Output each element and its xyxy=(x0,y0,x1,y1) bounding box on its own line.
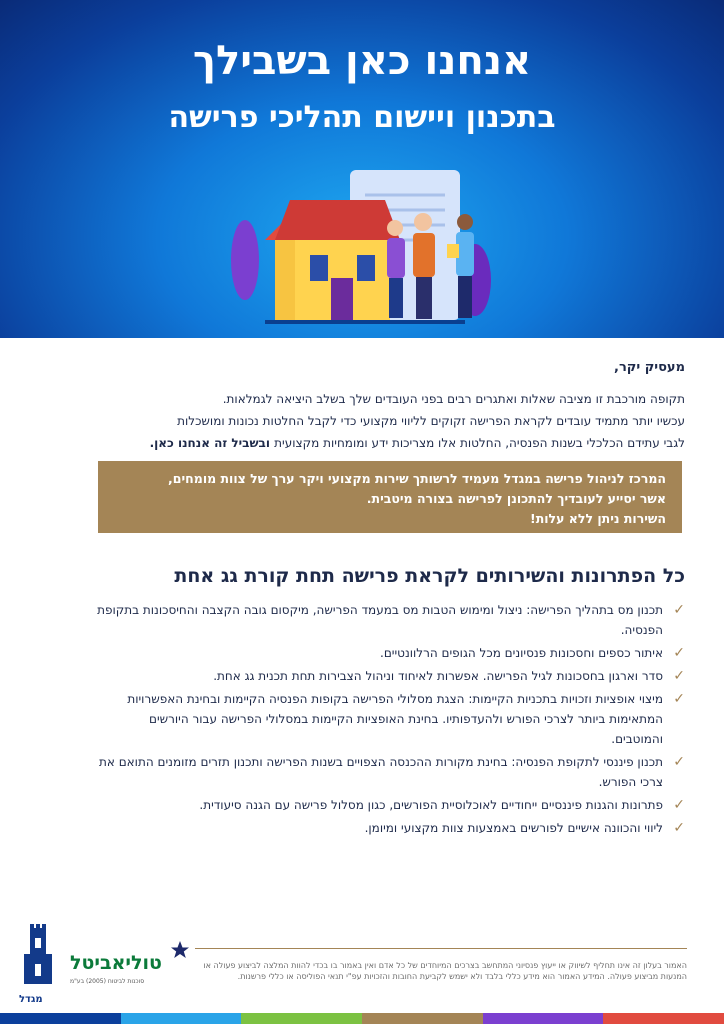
list-item xyxy=(95,600,685,640)
list-item xyxy=(95,752,685,792)
tuli-avital-name: טוליאביטל xyxy=(70,952,162,974)
list-item-text: תכנון מס בתהליך הפרישה: ניצול ומימוש הטבות מס במעמד הפרישה, מיקסום גובה הקצבה והחיסכונות בתקופת הפנסיה. xyxy=(97,603,663,637)
callout-line-2: אשר יסייע לעובדיך להתכונן לפרישה בצורה מיטבית. xyxy=(366,491,666,506)
checkmark-icon: ✓ xyxy=(673,645,685,661)
services-list xyxy=(95,600,685,841)
list-item-text: איתור כספים וחסכונות פנסיונים מכל הגופים הרלוונטיים. xyxy=(380,646,663,660)
intro-line-3-text: לגבי עתידם הכלכלי בשנות הפנסיה, החלטות אלו מצריכות ידע ומומחיות מקצועית xyxy=(274,436,685,450)
checkmark-icon: ✓ xyxy=(673,820,685,836)
list-item xyxy=(95,666,685,686)
checkmark-icon: ✓ xyxy=(673,691,685,707)
list-item-text: סדר וארגון בחסכונות לגיל הפרישה. אפשרות לאיחוד וניהול הצבירות תחת תכנית גג אחת. xyxy=(213,669,663,683)
callout-line-1: המרכז לניהול פרישה במגדל מעמיד לרשותך שירות מקצועי ויקר ערך של צוות מומחים, xyxy=(168,471,666,486)
service-callout-box xyxy=(98,461,682,533)
list-item-text: פתרונות והגנות פיננסיים ייחודיים לאוכלוסיית הפורשים, כגון מסלול פרישה עם הגנה סיעודית. xyxy=(199,798,663,812)
intro-paragraph xyxy=(95,388,685,454)
footer-divider xyxy=(195,948,687,949)
list-item xyxy=(95,643,685,663)
intro-line-3 xyxy=(95,432,685,454)
hero-title: אנחנו כאן בשבילך xyxy=(192,38,532,84)
list-item-text: תכנון פיננסי לתקופת הפנסיה: בחינת מקורות ההכנסה הצפויים בשנות הפרישה ותכנון תזרים מזומנים התואם את צרכי הפורש. xyxy=(98,755,663,789)
retirement-house-illustration xyxy=(225,160,505,330)
tuli-avital-logo xyxy=(70,948,190,988)
section-title: כל הפתרונות והשירותים לקראת פרישה תחת קורת גג אחת xyxy=(174,565,685,587)
intro-line-1: תקופה מורכבת זו מציבה שאלות ואתגרים רבים בפני העובדים שלך בשלב היציאה לגמלאות. xyxy=(222,392,685,406)
footer-color-stripes xyxy=(0,1013,724,1024)
migdal-logo-text: מגדל xyxy=(19,994,43,1005)
list-item xyxy=(95,689,685,749)
hero-subtitle: בתכנון ויישום תהליכי פרישה xyxy=(168,100,556,135)
migdal-tower-logo xyxy=(20,924,56,988)
greeting: מעסיק יקר, xyxy=(614,360,685,375)
checkmark-icon: ✓ xyxy=(673,602,685,618)
list-item xyxy=(95,818,685,838)
checkmark-icon: ✓ xyxy=(673,754,685,770)
list-item xyxy=(95,795,685,815)
legal-disclaimer: האמור בעלון זה אינו תחליף לשיווק או ייעוץ פנסיוני המתחשב בצרכים המיוחדים של כל אדם ואין באמור בו בכדי להוות המלצה לביצוע פעולה או המנעות מביצוע פעולה. המידע האמור הוא מידע כללי בלבד ולא ישמש לקביעת החובות והזכויות עפ"י תנאי הפוליסה או כללי פרשנות. xyxy=(203,961,687,981)
checkmark-icon: ✓ xyxy=(673,797,685,813)
hero-banner xyxy=(0,0,724,338)
list-item-text: מיצוי אופציות וזכויות בתכניות הקיימות: הצגת מסלולי הפרישה בקופות הפנסיה הקיימות ובחינת האפשרויות המתאימות ביותר לצרכי הפורש ולהעדפותיו. בחינת האופציות הקיימות במסלולי הפרישה עבור היורשים והמוטבים. xyxy=(127,692,663,746)
intro-line-3-bold: ובשביל זה אנחנו כאן. xyxy=(149,436,275,450)
intro-line-2: עכשיו יותר מתמיד עובדים לקראת הפרישה זקוקים לליווי מקצועי כדי לקבל החלטות נכונות ומושכלות xyxy=(177,414,685,428)
checkmark-icon: ✓ xyxy=(673,668,685,684)
list-item-text: ליווי והכוונה אישיים לפורשים באמצעות צוות מקצועי ומיומן. xyxy=(364,821,663,835)
star-icon xyxy=(170,940,190,960)
tuli-avital-subtitle: סוכנות לביטוח (2005) בע"מ xyxy=(70,978,145,985)
callout-line-3: השירות ניתן ללא עלות! xyxy=(530,511,666,526)
